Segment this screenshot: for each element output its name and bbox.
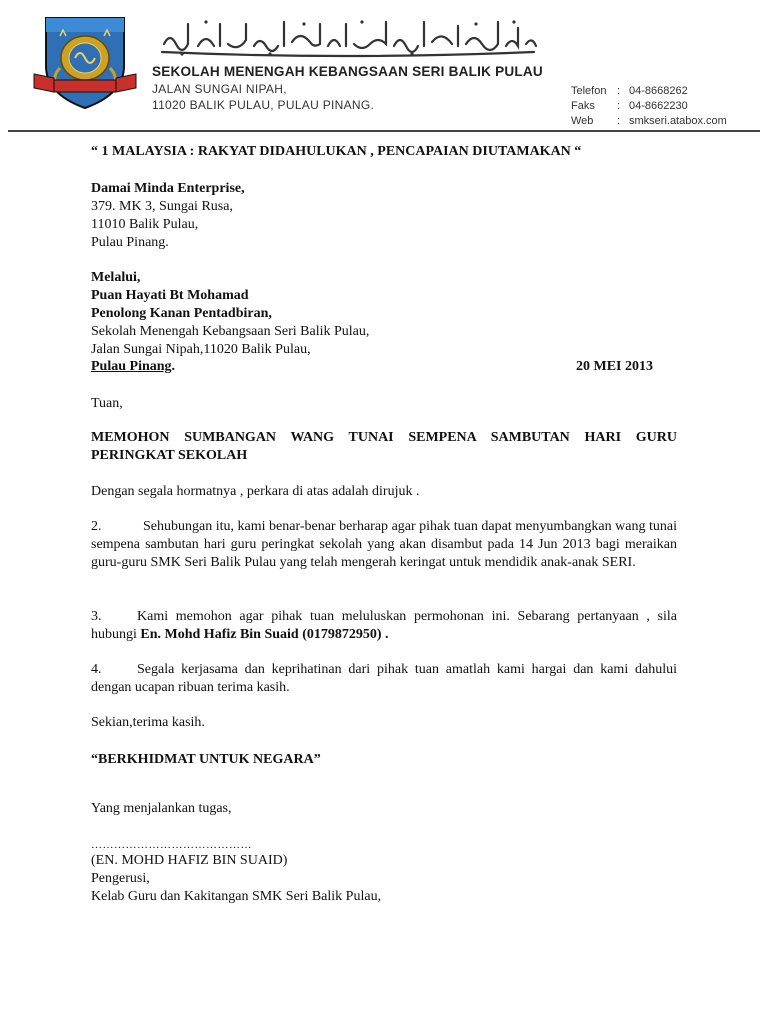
paragraph-3 <box>91 608 677 644</box>
letterhead-divider <box>8 130 760 132</box>
opening-line: Dengan segala hormatnya , perkara di atas adalah dirujuk . <box>91 484 420 499</box>
via-state-text: Pulau Pinang <box>91 359 172 374</box>
recipient-address-line: Pulau Pinang. <box>91 235 169 250</box>
contact-separator: : <box>617 115 621 127</box>
contact-value: smkseri.atabox.com <box>629 115 727 127</box>
via-address-line: Sekolah Menengah Kebangsaan Seri Balik Pulau, <box>91 324 370 339</box>
paragraph-number: 2. <box>91 519 102 534</box>
via-name: Puan Hayati Bt Mohamad <box>91 288 249 303</box>
contact-separator: : <box>617 85 621 97</box>
school-address-line-1: JALAN SUNGAI NIPAH, <box>152 82 287 96</box>
paragraph-2 <box>91 518 677 572</box>
recipient-address-line: 11010 Balik Pulau, <box>91 217 199 232</box>
signatory-organization: Kelab Guru dan Kakitangan SMK Seri Balik Pulau, <box>91 889 382 904</box>
salutation: Tuan, <box>91 396 123 411</box>
paragraph-text: Kami memohon agar pihak tuan meluluskan permohonan ini. Sebarang pertanyaan , sila hubungi <box>91 609 677 642</box>
signature-line: …………………………………… <box>91 839 252 851</box>
paragraph-4 <box>91 661 677 697</box>
closing: Sekian,terima kasih. <box>91 715 205 730</box>
school-name: SEKOLAH MENENGAH KEBANGSAAN SERI BALIK PULAU <box>152 64 543 79</box>
motto: “ 1 MALAYSIA : RAKYAT DIDAHULUKAN , PENCAPAIAN DIUTAMAKAN “ <box>91 144 582 159</box>
signatory-title: Pengerusi, <box>91 871 150 886</box>
via-address-state <box>91 358 175 376</box>
subject: MEMOHON SUMBANGAN WANG TUNAI SEMPENA SAMBUTAN HARI GURU PERINGKAT SEKOLAH <box>91 430 677 463</box>
contact-label: Faks <box>571 100 595 112</box>
recipient-name: Damai Minda Enterprise, <box>91 181 245 196</box>
paragraph-number: 4. <box>91 662 102 677</box>
contact-label: Telefon <box>571 85 607 97</box>
contact-row-web <box>571 114 727 129</box>
paragraph-number: 3. <box>91 609 102 624</box>
contact-row-telefon <box>571 84 727 99</box>
jawi-school-name-calligraphy <box>158 14 538 58</box>
contact-row-faks <box>571 99 727 114</box>
signatory-name: (EN. MOHD HAFIZ BIN SUAID) <box>91 853 288 868</box>
via-label: Melalui, <box>91 270 141 285</box>
via-state-period: . <box>171 359 176 374</box>
contact-separator: : <box>617 100 621 112</box>
contact-value: 04-8662230 <box>629 100 688 112</box>
via-position: Penolong Kanan Pentadbiran, <box>91 306 272 321</box>
school-address-line-2: 11020 BALIK PULAU, PULAU PINANG. <box>152 98 375 112</box>
letterhead <box>0 0 768 140</box>
recipient-address-line: 379. MK 3, Sungai Rusa, <box>91 199 233 214</box>
contact-label: Web <box>571 115 594 127</box>
via-address-line: Jalan Sungai Nipah,11020 Balik Pulau, <box>91 342 311 357</box>
paragraph-text: Segala kerjasama dan keprihatinan dari pihak tuan amatlah kami hargai dan kami dahului dengan ucapan ribuan terima kasih. <box>91 662 677 695</box>
sign-off: Yang menjalankan tugas, <box>91 801 232 816</box>
contact-block <box>571 84 727 129</box>
school-crest-logo <box>30 12 140 112</box>
contact-person: En. Mohd Hafiz Bin Suaid (0179872950) . <box>140 627 389 642</box>
slogan: “BERKHIDMAT UNTUK NEGARA” <box>91 752 321 767</box>
contact-value: 04-8668262 <box>629 85 688 97</box>
paragraph-text: Sehubungan itu, kami benar-benar berharap agar pihak tuan dapat menyumbangkan wang tunai sempena sambutan hari guru peringkat sekolah yang akan disambut pada 14 Jun 2013 bagi meraikan guru-guru SMK Seri Balik Pulau yang telah mengerah keringat untuk mendidik anak-anak SERI. <box>91 519 677 570</box>
letter-date: 20 MEI 2013 <box>576 359 653 374</box>
